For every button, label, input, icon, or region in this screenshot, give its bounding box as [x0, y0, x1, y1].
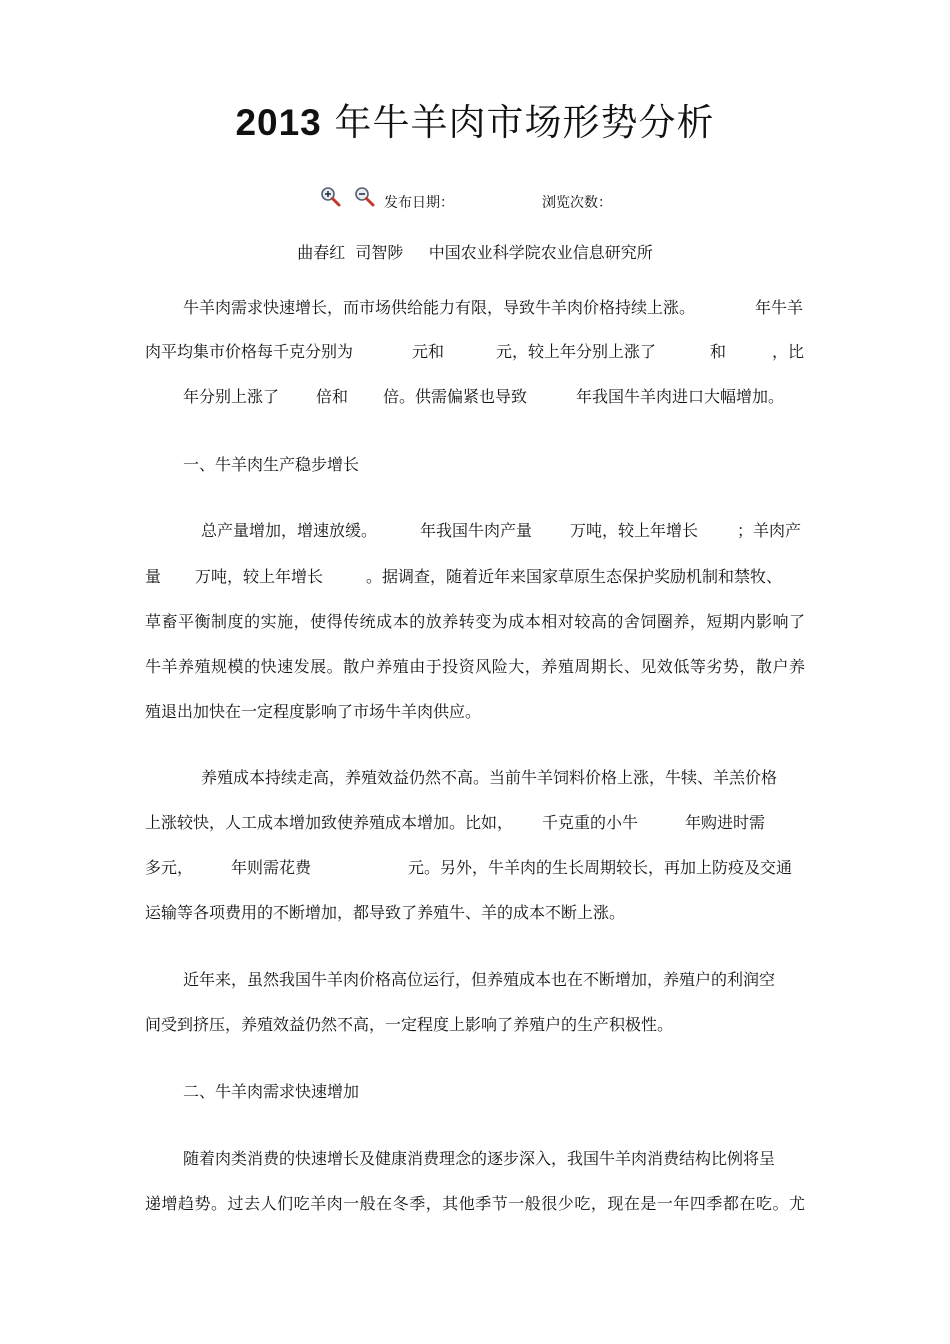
- s1-p1-line-1d: ；羊肉产: [737, 521, 802, 540]
- s1-p1-line-1a: 总产量增加，增速放缓。: [201, 521, 378, 540]
- s1-p2-line-4: 运输等各项费用的不断增加，都导致了养殖牛、羊的成本不断上涨。: [145, 903, 626, 922]
- intro-line-1a: 牛羊肉需求快速增长，而市场供给能力有限，导致牛羊肉价格持续上涨。: [183, 298, 696, 317]
- intro-line-3b: 倍和: [316, 387, 349, 406]
- intro-line-2b: 元和: [412, 342, 445, 361]
- s1-p1-line-2b: 万吨，较上年增长: [195, 567, 324, 586]
- intro-line-2d: 和: [710, 342, 727, 361]
- s1-p2-line-2a: 上涨较快，人工成本增加致使养殖成本增加。比如，: [145, 813, 514, 832]
- s1-p3-line-2: 间受到挤压，养殖效益仍然不高，一定程度上影响了养殖户的生产积极性。: [145, 1015, 674, 1034]
- s1-p2-line-1: 养殖成本持续走高，养殖效益仍然不高。当前牛羊饲料价格上涨，牛犊、羊羔价格: [201, 768, 778, 787]
- zoom-in-icon[interactable]: [320, 186, 342, 208]
- intro-line-1b: 年牛羊: [755, 298, 804, 317]
- s1-p1-line-2c: 。据调查，随着近年来国家草原生态保护奖励机制和禁牧、: [366, 567, 783, 586]
- s1-p1-line-5: 殖退出加快在一定程度影响了市场牛羊肉供应。: [145, 702, 482, 721]
- s1-p1-line-4: 牛羊养殖规模的快速发展。散户养殖由于投资风险大，养殖周期长、见效低等劣势，散户养: [145, 657, 805, 676]
- view-count-label: 浏览次数：: [542, 195, 612, 211]
- s2-p1-line-2: 递增趋势。过去人们吃羊肉一般在冬季，其他季节一般很少吃，现在是一年四季都在吃。尤: [145, 1194, 805, 1213]
- s2-p1-line-1: 随着肉类消费的快速增长及健康消费理念的逐步深入，我国牛羊肉消费结构比例将呈: [183, 1149, 776, 1168]
- s1-p1-line-1c: 万吨，较上年增长: [570, 521, 699, 540]
- section-2-heading: 二、牛羊肉需求快速增加: [183, 1082, 360, 1101]
- s1-p2-line-3c: 元。另外，牛羊肉的生长周期较长，再加上防疫及交通: [408, 858, 793, 877]
- intro-line-3c: 倍。供需偏紧也导致: [383, 387, 528, 406]
- s1-p3-line-1: 近年来，虽然我国牛羊肉价格高位运行，但养殖成本也在不断增加，养殖户的利润空: [183, 970, 776, 989]
- s1-p2-line-3a: 多元，: [145, 858, 194, 877]
- zoom-out-icon[interactable]: [354, 186, 376, 208]
- s1-p2-line-2c: 年购进时需: [685, 813, 766, 832]
- publish-date-label: 发布日期：: [384, 195, 454, 211]
- s1-p2-line-2b: 千克重的小牛: [542, 813, 639, 832]
- section-1-heading: 一、牛羊肉生产稳步增长: [183, 455, 360, 474]
- page-title: [0, 98, 950, 148]
- intro-line-3d: 年我国牛羊肉进口大幅增加。: [576, 387, 785, 406]
- intro-line-2e: ，比: [772, 342, 805, 361]
- s1-p1-line-2a: 量: [145, 567, 162, 586]
- authors-line: 曲春红 司智陟 中国农业科学院农业信息研究所: [297, 243, 653, 262]
- title-year: 2013: [235, 102, 322, 143]
- s1-p2-line-3b: 年则需花费: [231, 858, 312, 877]
- s1-p1-line-3: 草畜平衡制度的实施，使得传统成本的放养转变为成本相对较高的舍饲圈养，短期内影响了: [145, 612, 805, 631]
- intro-line-2a: 肉平均集市价格每千克分别为: [145, 342, 354, 361]
- title-text: 年牛羊肉市场形势分析: [334, 101, 715, 144]
- s1-p1-line-1b: 年我国牛肉产量: [420, 521, 533, 540]
- intro-line-2c: 元，较上年分别上涨了: [496, 342, 657, 361]
- intro-line-3a: 年分别上涨了: [183, 387, 280, 406]
